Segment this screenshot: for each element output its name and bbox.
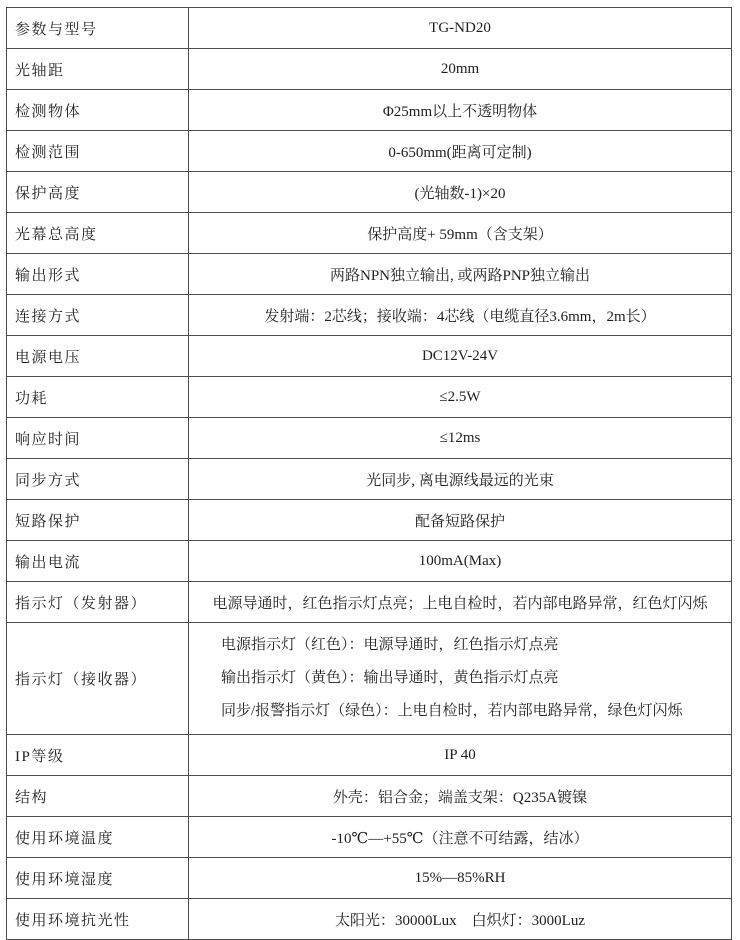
param-value-cell: 配备短路保护 — [189, 500, 732, 541]
param-name-cell: 短路保护 — [7, 500, 189, 541]
table-row — [7, 541, 732, 582]
param-name-cell: 使用环境温度 — [7, 817, 189, 858]
param-value-cell: Φ25mm以上不透明物体 — [189, 90, 732, 131]
indicator-line: 电源指示灯（红色）：电源导通时，红色指示灯点亮 — [221, 637, 559, 653]
table-row — [7, 172, 732, 213]
indicator-line: 输出指示灯（黄色）：输出导通时，黄色指示灯点亮 — [221, 670, 559, 686]
param-name-cell: 连接方式 — [7, 295, 189, 336]
param-value-cell: 光同步, 离电源线最远的光束 — [189, 459, 732, 500]
param-name-cell: 保护高度 — [7, 172, 189, 213]
param-name-cell: IP等级 — [7, 735, 189, 776]
param-value-cell: 100mA(Max) — [189, 541, 732, 582]
param-name-cell: 同步方式 — [7, 459, 189, 500]
table-row — [7, 213, 732, 254]
table-row — [7, 49, 732, 90]
table-row — [7, 817, 732, 858]
param-value-cell: 保护高度+ 59mm（含支架） — [189, 213, 732, 254]
table-row — [7, 8, 732, 49]
table-row — [7, 582, 732, 623]
param-name-cell: 电源电压 — [7, 336, 189, 377]
param-value-cell: 两路NPN独立输出, 或两路PNP独立输出 — [189, 254, 732, 295]
param-value-cell: -10℃—+55℃（注意不可结露，结冰） — [189, 817, 732, 858]
param-value-cell: 0-650mm(距离可定制) — [189, 131, 732, 172]
param-name-cell: 功耗 — [7, 377, 189, 418]
table-row — [7, 899, 732, 940]
param-name-cell: 使用环境湿度 — [7, 858, 189, 899]
param-value-cell: 20mm — [189, 49, 732, 90]
table-row — [7, 254, 732, 295]
table-row — [7, 131, 732, 172]
param-value-cell: IP 40 — [189, 735, 732, 776]
indicator-line: 同步/报警指示灯（绿色）：上电自检时，若内部电路异常，绿色灯闪烁 — [221, 703, 683, 719]
param-name-cell: 指示灯（发射器） — [7, 582, 189, 623]
table-row — [7, 295, 732, 336]
param-value-cell: 发射端：2芯线；接收端：4芯线（电缆直径3.6mm，2m长） — [189, 295, 732, 336]
param-name-cell: 检测物体 — [7, 90, 189, 131]
table-row — [7, 90, 732, 131]
param-value-cell: 15%—85%RH — [189, 858, 732, 899]
table-row — [7, 500, 732, 541]
param-name-cell: 光轴距 — [7, 49, 189, 90]
table-row — [7, 336, 732, 377]
table-row — [7, 418, 732, 459]
param-value-cell: TG-ND20 — [189, 8, 732, 49]
param-name-cell: 指示灯（接收器） — [7, 623, 189, 735]
spec-table — [6, 7, 732, 940]
param-value-cell: (光轴数-1)×20 — [189, 172, 732, 213]
param-name-cell: 输出形式 — [7, 254, 189, 295]
param-value-cell: DC12V-24V — [189, 336, 732, 377]
table-row — [7, 623, 732, 735]
table-row — [7, 735, 732, 776]
table-row — [7, 776, 732, 817]
table-row — [7, 377, 732, 418]
param-name-cell: 响应时间 — [7, 418, 189, 459]
param-value-cell — [189, 623, 732, 735]
param-value-cell: 外壳：铝合金；端盖支架：Q235A镀镍 — [189, 776, 732, 817]
table-row — [7, 858, 732, 899]
param-name-cell: 参数与型号 — [7, 8, 189, 49]
param-name-cell: 使用环境抗光性 — [7, 899, 189, 940]
spec-table-body — [7, 8, 732, 940]
param-name-cell: 光幕总高度 — [7, 213, 189, 254]
param-name-cell: 检测范围 — [7, 131, 189, 172]
param-name-cell: 输出电流 — [7, 541, 189, 582]
param-value-cell: 太阳光：30000Lux 白炽灯：3000Luz — [189, 899, 732, 940]
param-value-cell: ≤2.5W — [189, 377, 732, 418]
param-value-cell: ≤12ms — [189, 418, 732, 459]
param-value-cell: 电源导通时，红色指示灯点亮；上电自检时，若内部电路异常，红色灯闪烁 — [189, 582, 732, 623]
param-name-cell: 结构 — [7, 776, 189, 817]
table-row — [7, 459, 732, 500]
